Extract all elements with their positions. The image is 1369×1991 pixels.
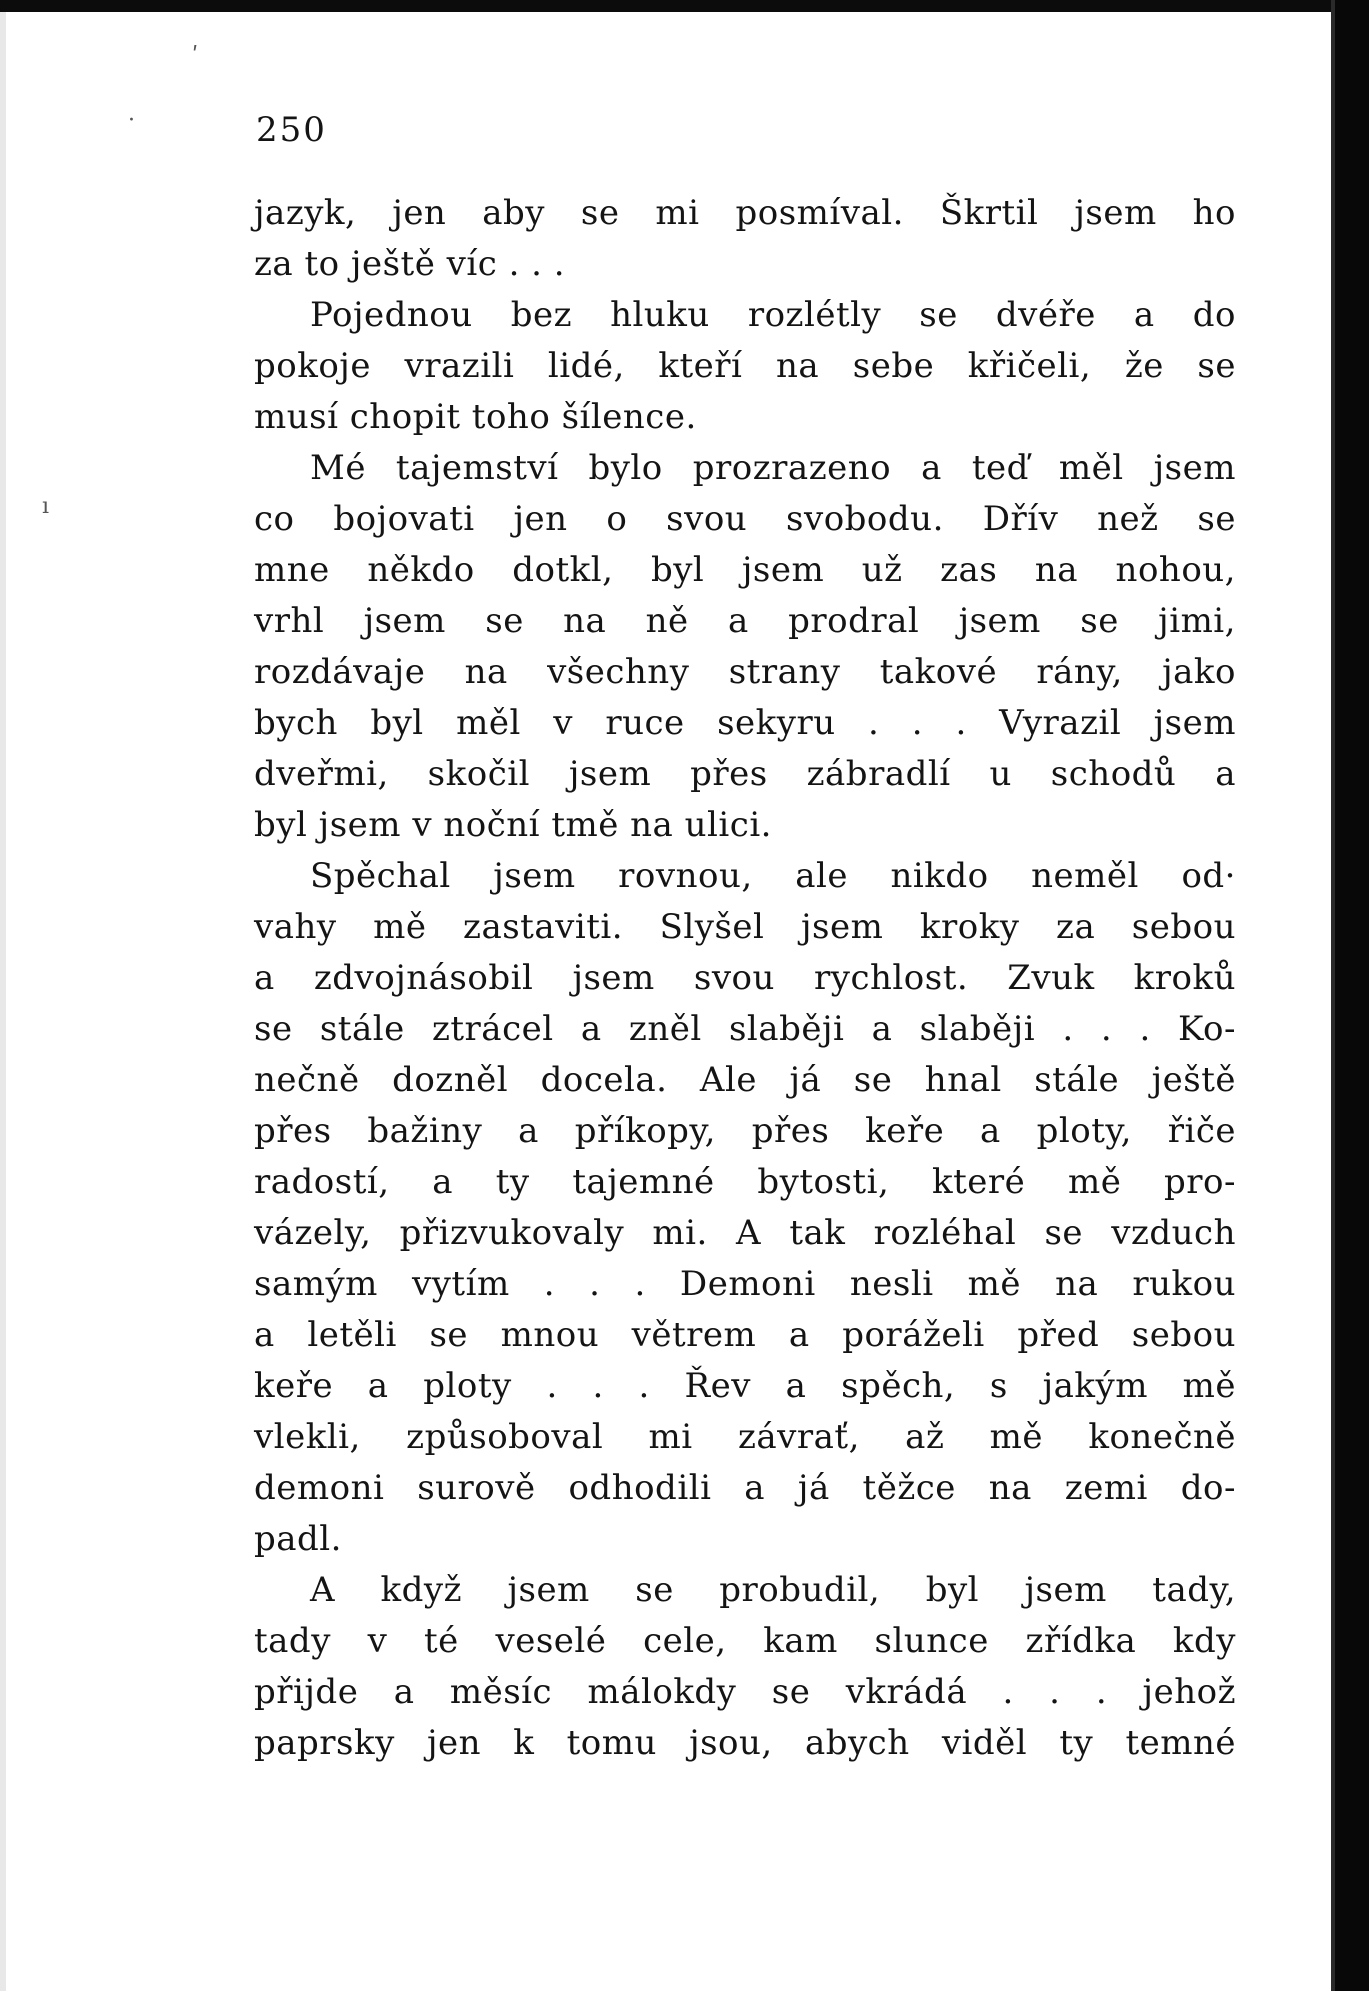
text-line: byl jsem v noční tmě na ulici.: [254, 805, 772, 845]
text-line: vahy mě zastaviti. Slyšel jsem kroky za sebou: [254, 907, 1236, 947]
page-number: 250: [256, 110, 327, 150]
text-line: vázely, přizvukovaly mi. A tak rozléhal se vzduch: [254, 1213, 1236, 1253]
text-line: co bojovati jen o svou svobodu. Dřív než se: [254, 499, 1236, 539]
text-line: keře a ploty . . . Řev a spěch, s jakým mě: [254, 1366, 1236, 1406]
scan-border-top: [0, 0, 1369, 12]
text-line: Mé tajemství bylo prozrazeno a teď měl jsem: [310, 448, 1236, 488]
text-line: padl.: [254, 1519, 342, 1559]
text-line: demoni surově odhodili a já těžce na zemi do-: [254, 1468, 1236, 1508]
scan-speck: ·: [128, 108, 135, 133]
text-line: tady v té veselé cele, kam slunce zřídka kdy: [254, 1621, 1236, 1661]
scan-speck: ı: [42, 494, 50, 519]
text-line: vrhl jsem se na ně a prodral jsem se jimi,: [254, 601, 1236, 641]
text-line: za to ještě víc . . .: [254, 244, 566, 284]
text-line: samým vytím . . . Demoni nesli mě na rukou: [254, 1264, 1236, 1304]
text-line: pokoje vrazili lidé, kteří na sebe křičeli, že se: [254, 346, 1236, 386]
text-line: bych byl měl v ruce sekyru . . . Vyrazil jsem: [254, 703, 1236, 743]
text-line: radostí, a ty tajemné bytosti, které mě pro-: [254, 1162, 1236, 1202]
scan-border-left: [0, 12, 6, 1991]
text-line: Spěchal jsem rovnou, ale nikdo neměl od·: [310, 856, 1236, 896]
scan-speck: ʹ: [192, 44, 199, 69]
text-line: vlekli, způsoboval mi závrať, až mě konečně: [254, 1417, 1236, 1457]
text-line: jazyk, jen aby se mi posmíval. Škrtil jsem ho: [254, 193, 1236, 233]
text-line: musí chopit toho šílence.: [254, 397, 697, 437]
text-line: dveřmi, skočil jsem přes zábradlí u schodů a: [254, 754, 1236, 794]
text-line: Pojednou bez hluku rozlétly se dvéře a do: [310, 295, 1236, 335]
text-line: rozdávaje na všechny strany takové rány, jako: [254, 652, 1236, 692]
text-line: se stále ztrácel a zněl slaběji a slaběji . . . Ko-: [254, 1009, 1236, 1049]
text-line: mne někdo dotkl, byl jsem už zas na nohou,: [254, 550, 1236, 590]
page-body-text: [254, 188, 1236, 1769]
text-line: a zdvojnásobil jsem svou rychlost. Zvuk kroků: [254, 958, 1236, 998]
text-line: a letěli se mnou větrem a poráželi před sebou: [254, 1315, 1236, 1355]
scan-border-right: [1335, 0, 1369, 1991]
text-line: A když jsem se probudil, byl jsem tady,: [310, 1570, 1236, 1610]
text-line: nečně dozněl docela. Ale já se hnal stále ještě: [254, 1060, 1236, 1100]
text-line: paprsky jen k tomu jsou, abych viděl ty temné: [254, 1723, 1236, 1763]
text-line: přijde a měsíc málokdy se vkrádá . . . jehož: [254, 1672, 1236, 1712]
text-line: přes bažiny a příkopy, přes keře a ploty, řiče: [254, 1111, 1236, 1151]
